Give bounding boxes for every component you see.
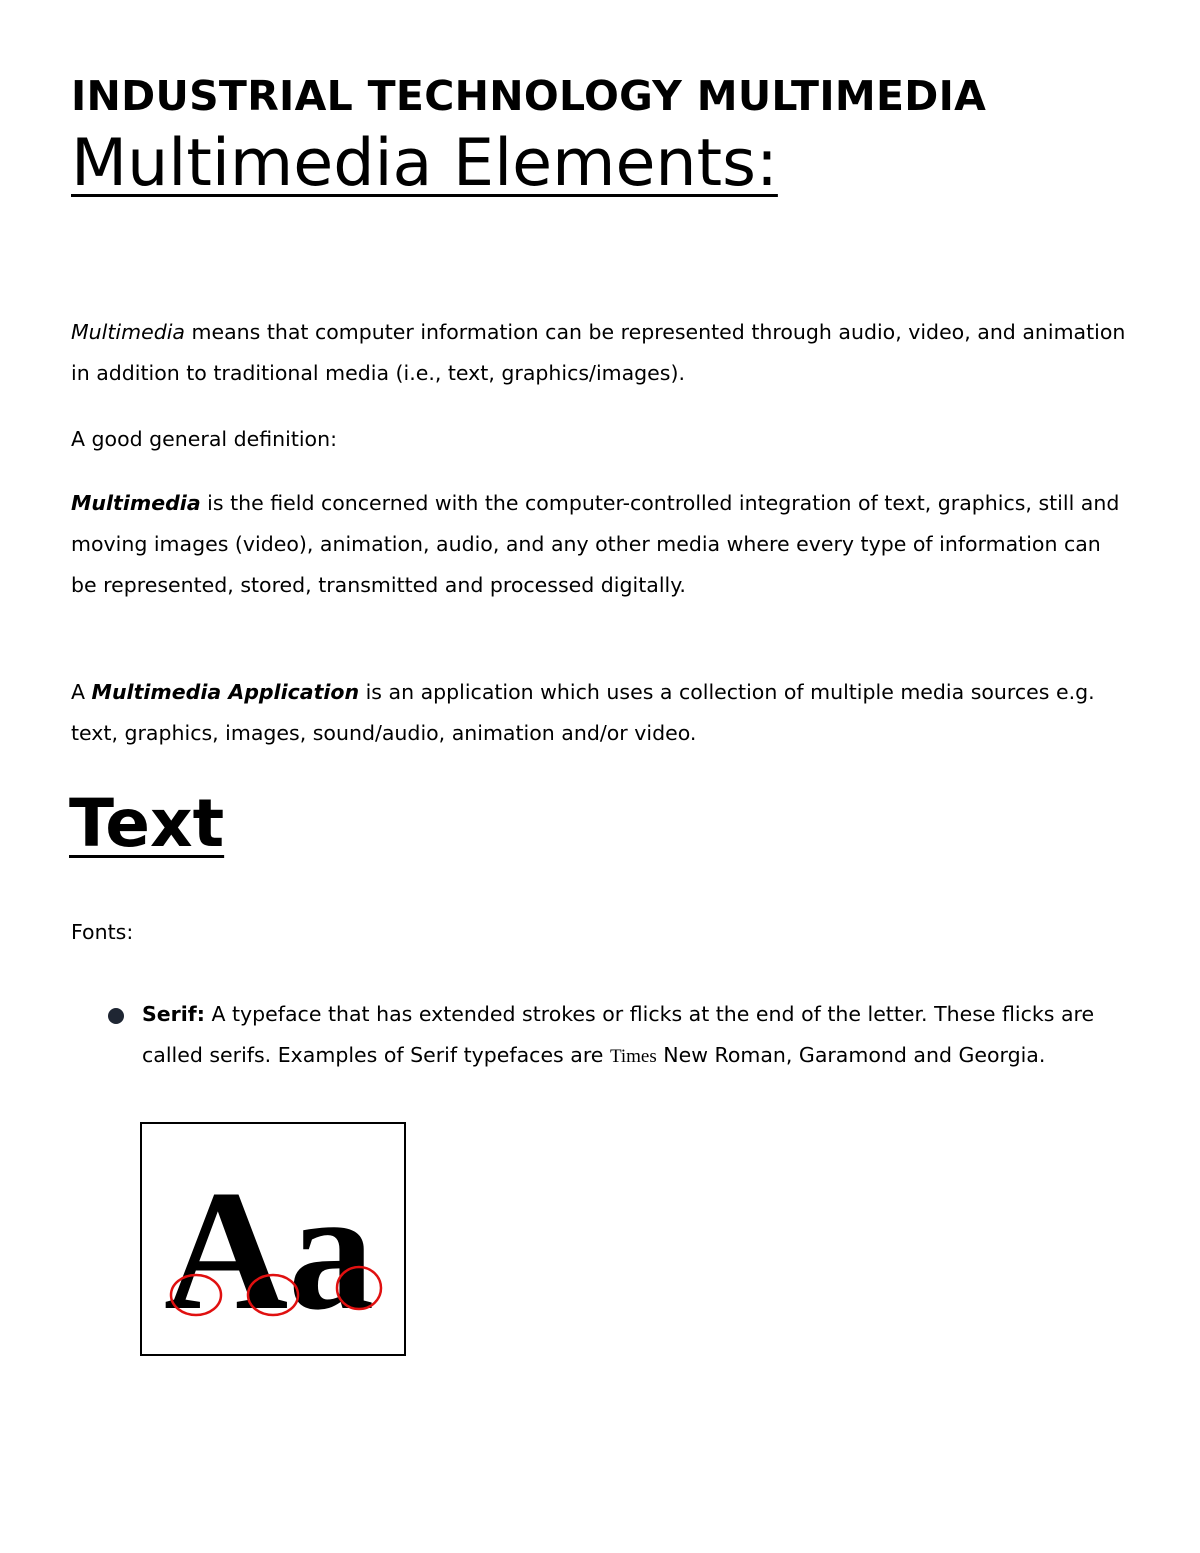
page-heading-text: Multimedia Elements: [71,126,778,201]
paragraph-definition-intro: A good general definition: [71,427,337,451]
paragraph-text: means that computer information can be represented through audio, video, and animation in addition to traditional media (i.e., text, graphics/images). [71,320,1126,385]
list-item-serif [100,994,1140,1077]
paragraph-text: is an application which uses a collection of multiple media sources e.g. text, graphics, images, sound/audio, animation and/or video. [71,680,1095,745]
fonts-bullet-list [100,994,1140,1077]
serif-example-figure [140,1122,406,1356]
term-multimedia: Multimedia [71,320,185,344]
serif-letters: Aa [164,1156,375,1346]
paragraph-multimedia-application [71,672,1131,754]
term-multimedia-application: Multimedia Application [91,680,360,704]
section-heading-text [69,782,224,866]
bullet-dot-icon [108,1008,124,1024]
bullet-times-word: Times [609,1046,657,1067]
fonts-label: Fonts: [71,920,134,944]
bullet-term: Serif: [142,1002,205,1026]
serif-letters-illustration [142,1124,406,1356]
paragraph-text: is the field concerned with the computer-controlled integration of text, graphics, still and moving images (video), animation, audio, and any other media where every type of information can be represented, stored, transmitted and processed digitally. [71,491,1120,597]
section-heading-label: Text [69,785,225,862]
bullet-text-after: New Roman, Garamond and Georgia. [656,1043,1046,1067]
term-multimedia-bold: Multimedia [71,491,201,515]
paragraph-multimedia-meaning [71,312,1131,394]
paragraph-prefix: A [71,680,92,704]
bullet-text-before: A typeface that has extended strokes or flicks at the end of the letter. These flicks are called serifs. Examples of Serif typefaces are [142,1002,1095,1067]
document-title: INDUSTRIAL TECHNOLOGY MULTIMEDIA [71,72,987,120]
page-heading [71,122,778,206]
paragraph-multimedia-definition [71,483,1131,606]
